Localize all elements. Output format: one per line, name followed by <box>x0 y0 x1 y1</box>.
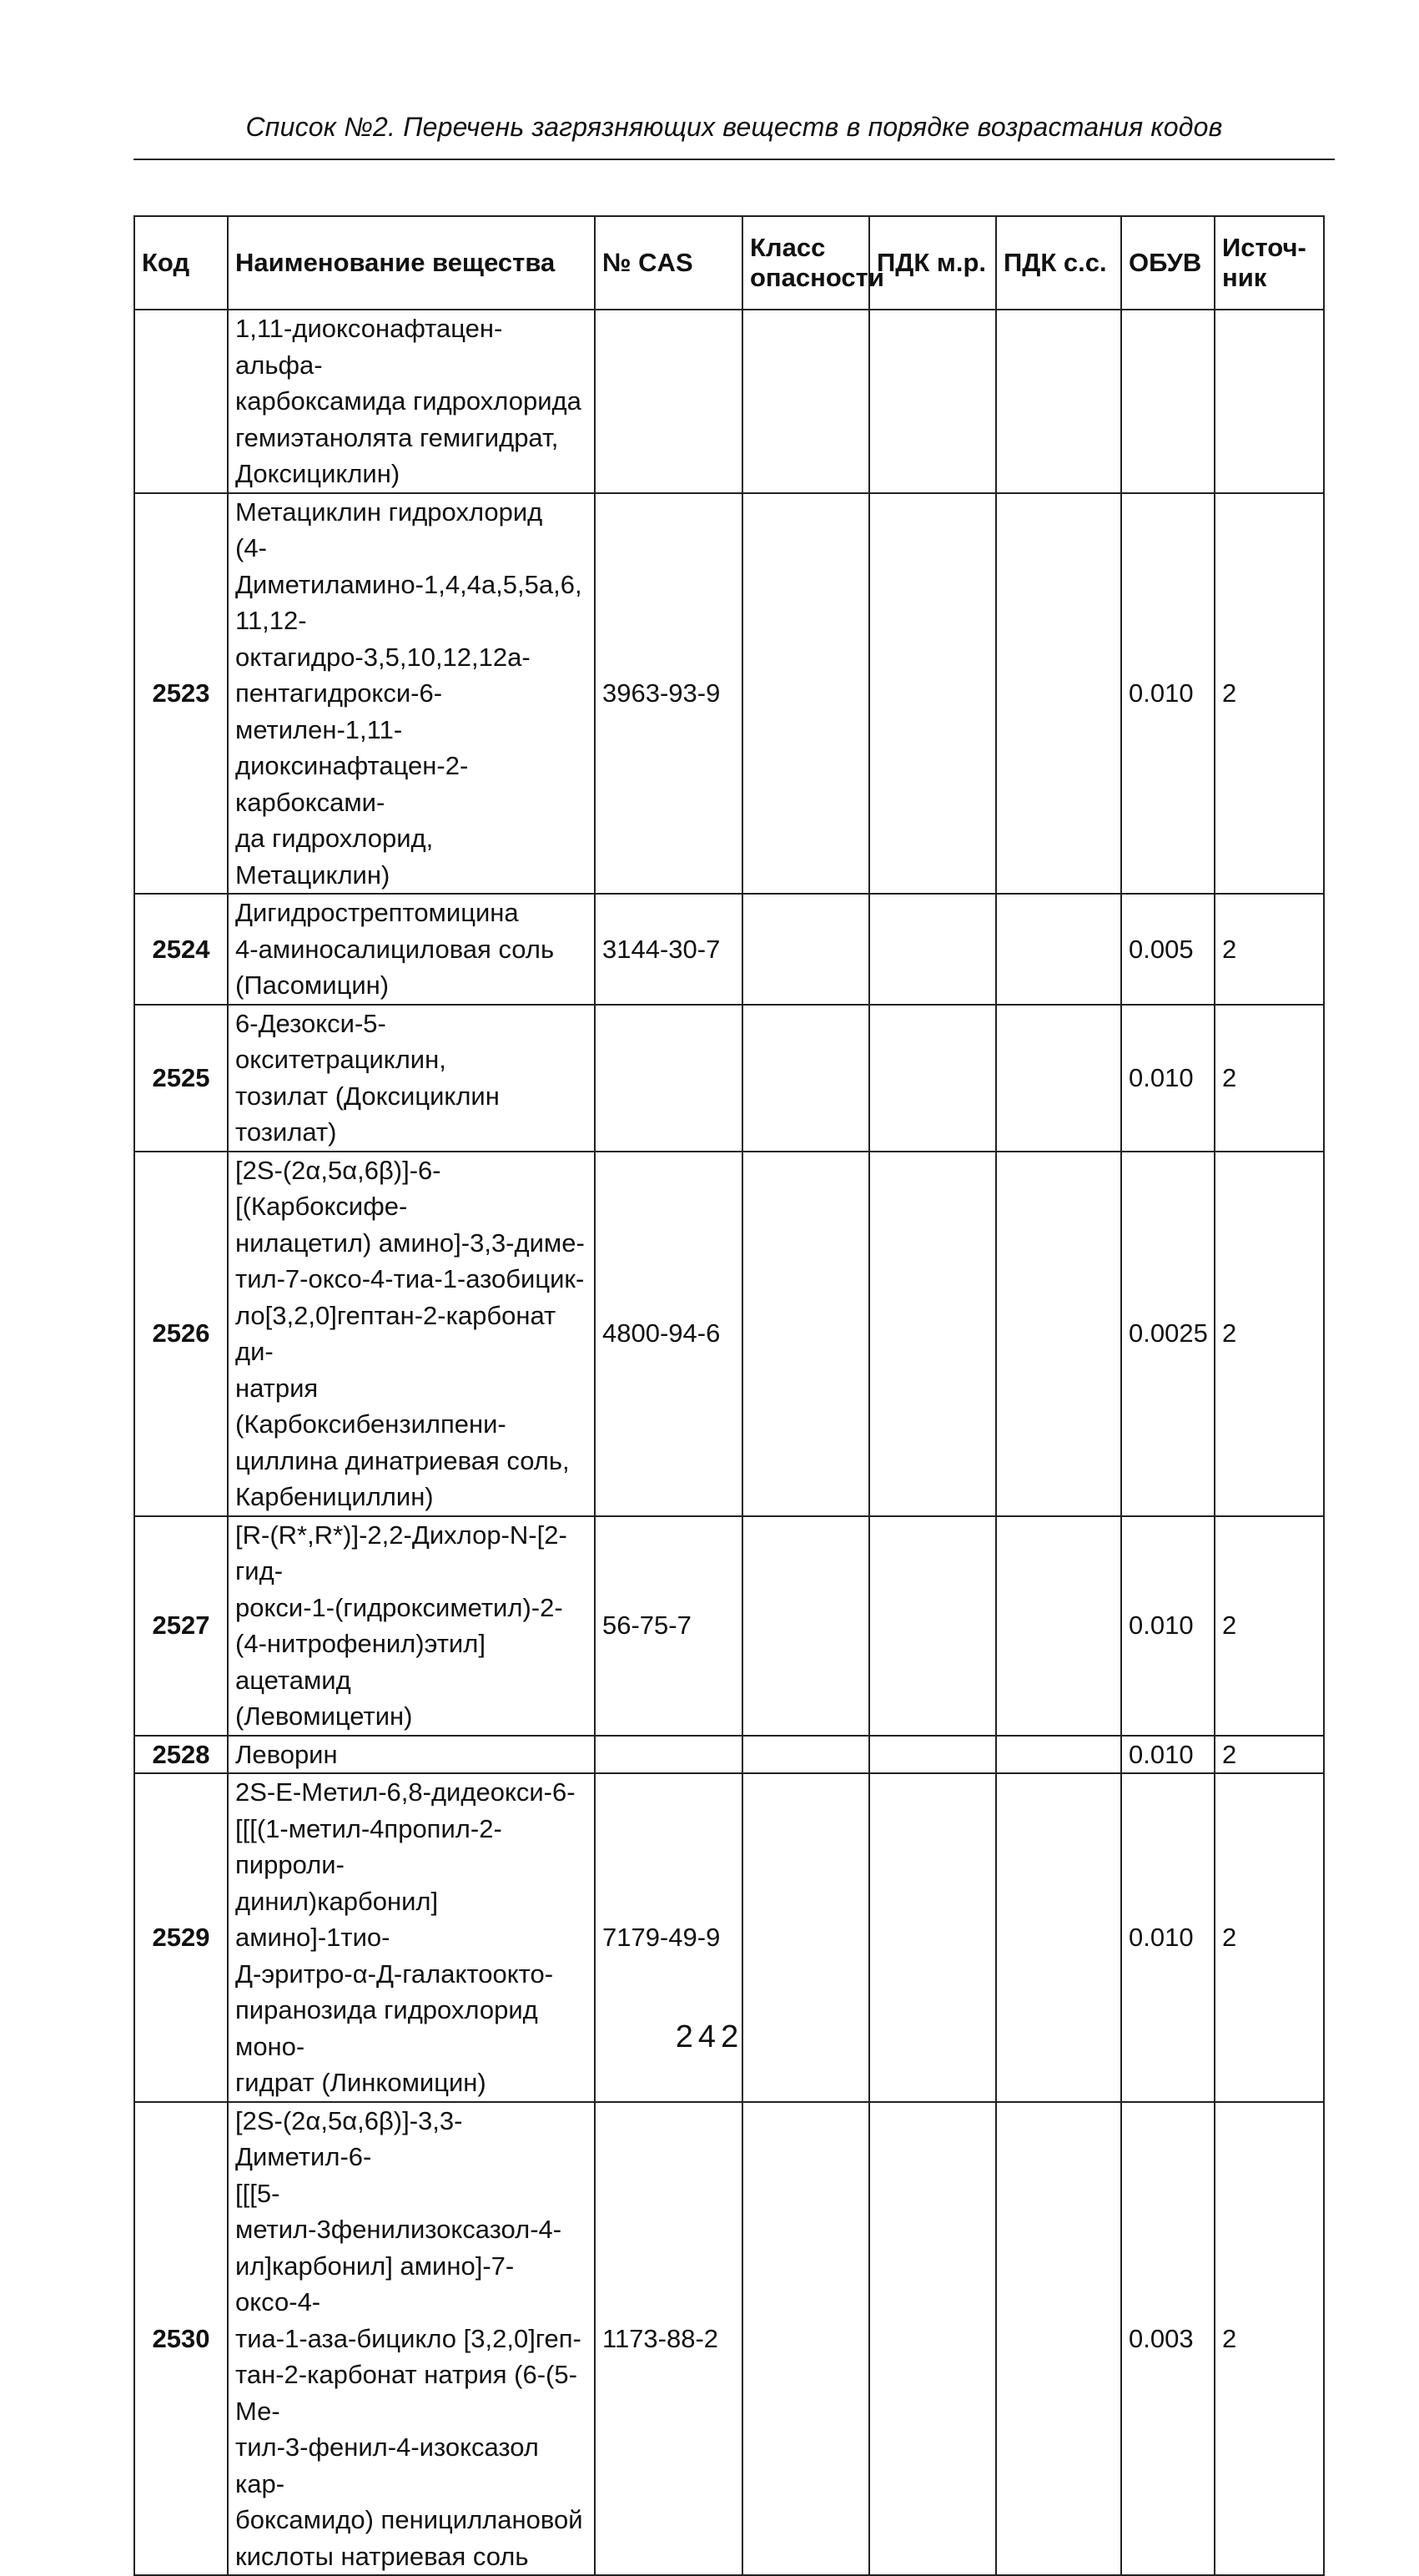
cell-substance-name <box>228 1005 595 1152</box>
cell-obuv: 0.0025 <box>1121 1152 1215 1516</box>
running-header <box>133 107 1335 160</box>
column-header-hazard-line2: опасности <box>750 263 884 292</box>
substance-name-line: Леворин <box>235 1739 338 1769</box>
cell-obuv: 0.005 <box>1121 894 1215 1005</box>
cell-pdk-ss <box>996 894 1121 1005</box>
cell-source <box>1215 310 1324 493</box>
cell-code <box>134 310 228 493</box>
cell-code: 2530 <box>134 2102 228 2576</box>
cell-obuv: 0.010 <box>1121 1736 1215 1774</box>
substance-name-line: Метациклин гидрохлорид <box>235 497 543 527</box>
cell-cas-number: 7179-49-9 <box>595 1773 742 2102</box>
cell-hazard-class <box>742 1005 869 1152</box>
cell-cas-number: 3963-93-9 <box>595 493 742 895</box>
cell-pdk-mr <box>869 1736 996 1774</box>
cell-cas-number: 56-75-7 <box>595 1516 742 1736</box>
substance-name-line: гемиэтанолята гемигидрат, <box>235 422 559 452</box>
substance-name-line: (4-нитрофенил)этил] ацетамид <box>235 1629 486 1695</box>
column-header-source-line1: Источ- <box>1222 233 1306 262</box>
column-header-source <box>1215 216 1324 310</box>
cell-cas-number <box>595 1005 742 1152</box>
cell-source: 2 <box>1215 2102 1324 2576</box>
cell-obuv: 0.003 <box>1121 2102 1215 2576</box>
cell-obuv: 0.010 <box>1121 493 1215 895</box>
cell-obuv: 0.010 <box>1121 1516 1215 1736</box>
table-row <box>134 310 1324 493</box>
cell-substance-name <box>228 894 595 1005</box>
cell-source: 2 <box>1215 1736 1324 1774</box>
substance-name-line: [[[5-метил-3фенилизоксазол-4- <box>235 2178 562 2244</box>
table-row <box>134 894 1324 1005</box>
column-header-name: Наименование вещества <box>228 216 595 310</box>
substance-name-line: ло[3,2,0]гептан-2-карбонат ди- <box>235 1300 556 1366</box>
cell-pdk-mr <box>869 1005 996 1152</box>
column-header-hazard-class <box>742 216 884 310</box>
substance-name-line: (Левомицетин) <box>235 1701 413 1731</box>
cell-obuv <box>1121 310 1215 493</box>
cell-cas-number <box>595 1736 742 1774</box>
cell-substance-name <box>228 2102 595 2576</box>
substance-name-line: 4-аминосалициловая соль <box>235 934 555 964</box>
substance-name-line: тиа-1-аза-бицикло [3,2,0]геп- <box>235 2323 581 2353</box>
substance-name-line: (4-Диметиламино-1,4,4a,5,5a,6, <box>235 533 582 599</box>
substance-name-line: динил)карбонил] амино]-1тио- <box>235 1886 439 1952</box>
substance-name-line: [[[(1-метил-4пропил-2-пирроли- <box>235 1813 502 1879</box>
cell-pdk-mr <box>869 2102 996 2576</box>
column-header-pdk-mr: ПДК м.р. <box>869 216 996 310</box>
table-row <box>134 1516 1324 1736</box>
column-header-hazard-line1: Класс <box>750 233 826 262</box>
cell-code: 2526 <box>134 1152 228 1516</box>
substance-name-line: боксамидо) пенициллановой <box>235 2505 583 2534</box>
table-row <box>134 493 1324 895</box>
cell-substance-name <box>228 493 595 895</box>
cell-code: 2527 <box>134 1516 228 1736</box>
cell-pdk-mr <box>869 1516 996 1736</box>
cell-hazard-class <box>742 894 869 1005</box>
cell-code: 2528 <box>134 1736 228 1774</box>
cell-cas-number <box>595 310 742 493</box>
running-header-title: Список №2. Перечень загрязняющих веществ в порядке возрастания кодов <box>245 112 1223 142</box>
cell-pdk-ss <box>996 493 1121 895</box>
substances-table <box>133 215 1325 2576</box>
substance-name-line: карбоксамида гидрохлорида <box>235 386 581 416</box>
substance-name-line: пиранозида гидрохлорид моно- <box>235 1995 538 2061</box>
substance-name-line: гидрат (Линкомицин) <box>235 2068 486 2097</box>
substance-name-line: тан-2-карбонат натрия (6-(5-Ме- <box>235 2360 577 2426</box>
substance-name-line: Карбенициллин) <box>235 1482 434 1511</box>
cell-pdk-mr <box>869 310 996 493</box>
cell-hazard-class <box>742 1152 869 1516</box>
cell-substance-name <box>228 1516 595 1736</box>
cell-obuv: 0.010 <box>1121 1005 1215 1152</box>
substance-name-line: нилацетил) амино]-3,3-диме- <box>235 1228 585 1258</box>
substance-name-line: 6-Дезокси-5-окситетрациклин, <box>235 1008 446 1074</box>
cell-hazard-class <box>742 493 869 895</box>
cell-pdk-ss <box>996 2102 1121 2576</box>
substance-name-line: да гидрохлорид, Метациклин) <box>235 824 434 890</box>
cell-source: 2 <box>1215 1773 1324 2102</box>
substance-name-line: кислоты натриевая соль <box>235 2541 529 2571</box>
column-header-obuv: ОБУВ <box>1121 216 1215 310</box>
cell-pdk-ss <box>996 1736 1121 1774</box>
column-header-code: Код <box>134 216 228 310</box>
cell-obuv: 0.010 <box>1121 1773 1215 2102</box>
substance-name-line: ил]карбонил] амино]-7-оксо-4- <box>235 2251 515 2316</box>
cell-pdk-ss <box>996 310 1121 493</box>
cell-code: 2525 <box>134 1005 228 1152</box>
cell-hazard-class <box>742 310 869 493</box>
cell-hazard-class <box>742 1736 869 1774</box>
column-header-source-line2: ник <box>1222 263 1267 292</box>
substance-name-line: тил-7-оксо-4-тиа-1-азобицик- <box>235 1264 585 1293</box>
cell-source: 2 <box>1215 493 1324 895</box>
substance-name-line: натрия (Карбоксибензилпени- <box>235 1373 506 1439</box>
substance-name-line: 11,12-октагидро-3,5,10,12,12a- <box>235 606 531 672</box>
cell-source: 2 <box>1215 1005 1324 1152</box>
substance-name-line: Дигидрострептомицина <box>235 898 519 927</box>
substance-name-line: [2S-(2α,5α,6β)]-3,3-Диметил-6- <box>235 2105 463 2171</box>
cell-cas-number: 3144-30-7 <box>595 894 742 1005</box>
substance-name-line: (Пасомицин) <box>235 970 390 1000</box>
table-body <box>134 310 1324 2575</box>
cell-substance-name <box>228 1736 595 1774</box>
column-header-cas: № CAS <box>595 216 742 310</box>
cell-pdk-ss <box>996 1516 1121 1736</box>
cell-source: 2 <box>1215 1152 1324 1516</box>
substance-name-line: диоксинафтацен-2-карбоксами- <box>235 751 469 817</box>
cell-cas-number: 1173-88-2 <box>595 2102 742 2576</box>
table-row <box>134 1152 1324 1516</box>
cell-cas-number: 4800-94-6 <box>595 1152 742 1516</box>
substance-name-line: циллина динатриевая соль, <box>235 1445 570 1475</box>
cell-pdk-ss <box>996 1005 1121 1152</box>
substance-name-line: тозилат (Доксициклин тозилат) <box>235 1081 500 1147</box>
substance-name-line: [2S-(2α,5α,6β)]-6-[(Карбоксифе- <box>235 1155 441 1221</box>
page-number: 242 <box>675 2019 744 2054</box>
cell-hazard-class <box>742 2102 869 2576</box>
cell-substance-name <box>228 1152 595 1516</box>
cell-hazard-class <box>742 1516 869 1736</box>
cell-pdk-mr <box>869 894 996 1005</box>
cell-pdk-mr <box>869 493 996 895</box>
substance-name-line: 1,11-диоксонафтацен-альфа- <box>235 314 503 380</box>
cell-pdk-mr <box>869 1152 996 1516</box>
table-header-row <box>134 216 1324 310</box>
table-row <box>134 2102 1324 2576</box>
substance-name-line: 2S-E-Метил-6,8-дидеокси-6- <box>235 1777 576 1807</box>
substance-name-line: рокси-1-(гидроксиметил)-2- <box>235 1592 563 1622</box>
cell-source: 2 <box>1215 1516 1324 1736</box>
substance-name-line: Доксициклин) <box>235 459 400 488</box>
cell-pdk-ss <box>996 1152 1121 1516</box>
cell-source: 2 <box>1215 894 1324 1005</box>
cell-code: 2523 <box>134 493 228 895</box>
column-header-pdk-ss: ПДК с.с. <box>996 216 1121 310</box>
table-row <box>134 1736 1324 1774</box>
substance-name-line: [R-(R*,R*)]-2,2-Дихлор-N-[2-гид- <box>235 1520 567 1585</box>
cell-code: 2524 <box>134 894 228 1005</box>
substance-name-line: тил-3-фенил-4-изоксазол кар- <box>235 2432 539 2498</box>
cell-code: 2529 <box>134 1773 228 2102</box>
substance-name-line: пентагидрокси-6-метилен-1,11- <box>235 678 443 744</box>
cell-substance-name <box>228 310 595 493</box>
substance-name-line: Д-эритро-α-Д-галактоокто- <box>235 1958 554 1989</box>
table-row <box>134 1005 1324 1152</box>
